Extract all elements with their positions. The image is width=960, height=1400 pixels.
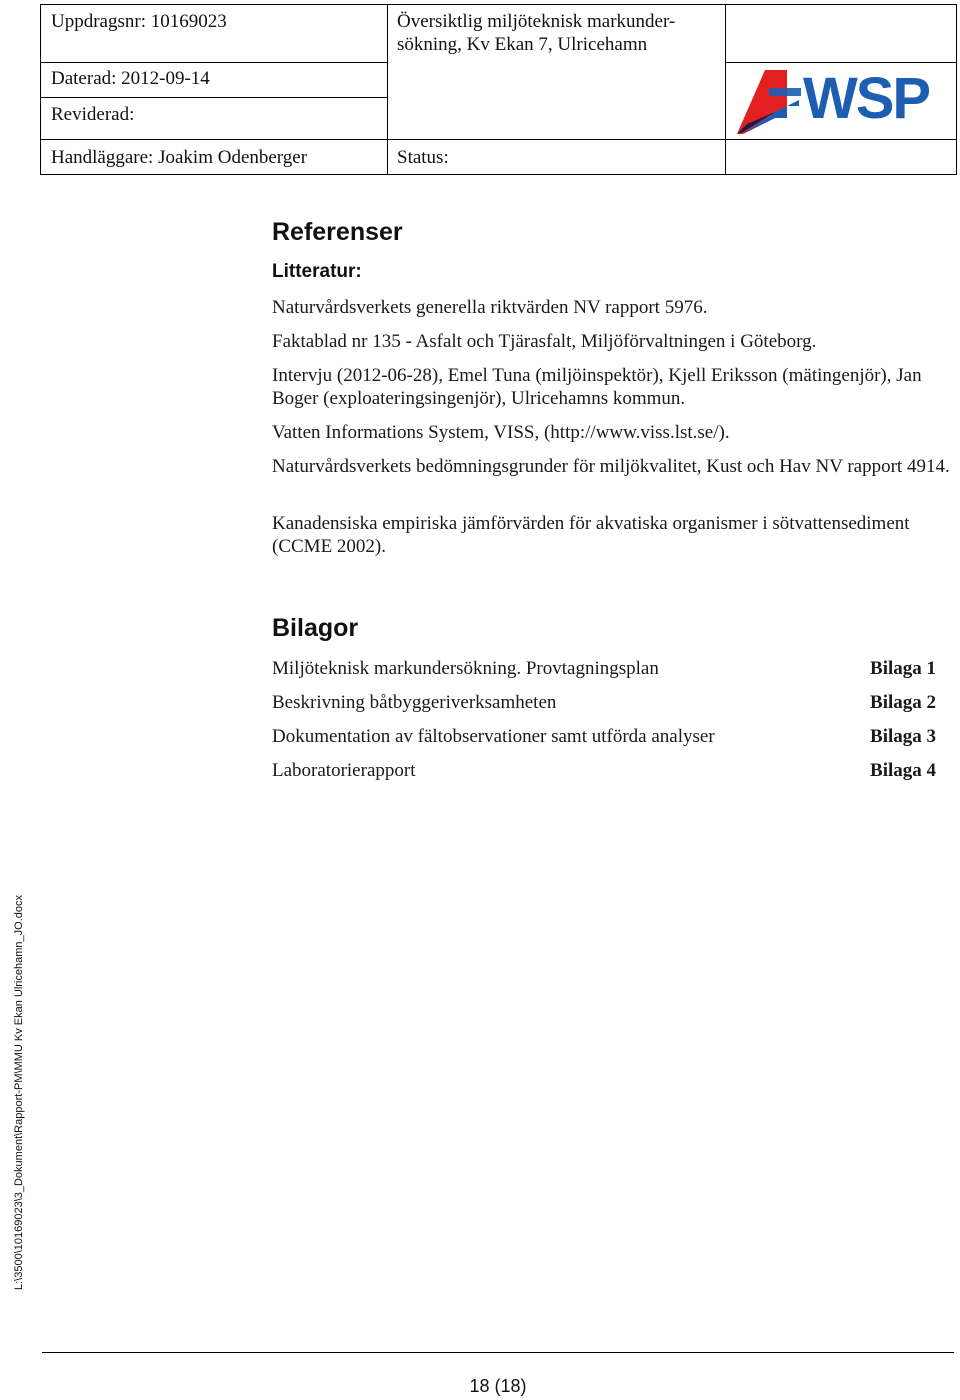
footer-divider — [42, 1352, 954, 1353]
attachment-label: Bilaga 2 — [870, 692, 936, 713]
status-field: Status: — [397, 147, 449, 168]
reference-item: Naturvårdsverkets bedömningsgrunder för miljökvalitet, Kust och Hav NV rapport 4914. — [272, 456, 950, 477]
attachment-title: Beskrivning båtbyggeriverksamheten — [272, 692, 557, 713]
reference-item: Vatten Informations System, VISS, (http://www.viss.lst.se/). — [272, 422, 730, 443]
attachment-label: Bilaga 1 — [870, 658, 936, 679]
handler-field: Handläggare: Joakim Odenberger — [51, 147, 308, 168]
document-title-line-1: Översiktlig miljöteknisk markunder- — [397, 11, 676, 32]
header-divider — [41, 62, 387, 63]
dated-field: Daterad: 2012-09-14 — [51, 68, 210, 89]
references-heading: Referenser — [272, 218, 403, 246]
attachment-title: Laboratorierapport — [272, 760, 416, 781]
literature-subheading: Litteratur: — [272, 261, 362, 282]
attachment-label: Bilaga 3 — [870, 726, 936, 747]
header-divider — [41, 97, 387, 98]
file-path: L:\3500\10169023\3_Dokument\Rapport-PM\MMU Kv Ekan Ulricehamn_JO.docx — [13, 895, 25, 1290]
header-divider — [41, 139, 956, 140]
attachment-title: Miljöteknisk markundersökning. Provtagningsplan — [272, 658, 659, 679]
reference-item: Kanadensiska empiriska jämförvärden för akvatiska organismer i sötvattensediment (CCME 2002). — [272, 513, 910, 557]
attachments-heading: Bilagor — [272, 614, 359, 642]
attachment-title: Dokumentation av fältobservationer samt utförda analyser — [272, 726, 715, 747]
header-divider — [725, 5, 726, 174]
page-number: 18 (18) — [469, 1376, 527, 1396]
header-divider — [387, 5, 388, 174]
revised-field: Reviderad: — [51, 104, 135, 125]
reference-item: Faktablad nr 135 - Asfalt och Tjärasfalt, Miljöförvaltningen i Göteborg. — [272, 331, 817, 352]
header-divider — [725, 62, 956, 63]
assignment-number: Uppdragsnr: 10169023 — [51, 11, 227, 32]
reference-item: Naturvårdsverkets generella riktvärden NV rapport 5976. — [272, 297, 708, 318]
wsp-logo-text: WSP — [803, 66, 930, 131]
wsp-logo — [735, 66, 951, 136]
attachment-label: Bilaga 4 — [870, 760, 936, 781]
document-title-line-2: sökning, Kv Ekan 7, Ulricehamn — [397, 34, 648, 55]
wsp-logo-mark — [735, 66, 951, 136]
reference-item: Intervju (2012-06-28), Emel Tuna (miljöinspektör), Kjell Eriksson (mätingenjör), Jan Boger (exploateringsingenjör), Ulricehamns kommun. — [272, 365, 922, 409]
